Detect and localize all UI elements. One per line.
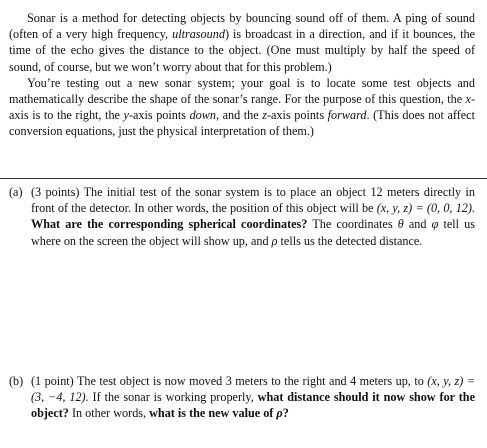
part-a-text: tells us the detected distance.	[277, 233, 423, 248]
question-mark: ?	[282, 406, 289, 421]
part-b-text: If the sonar is working properly,	[88, 390, 258, 405]
part-b-question-2	[149, 406, 289, 420]
part-b-body	[31, 373, 475, 422]
forward-term: forward	[327, 108, 367, 123]
intro-text-span: -axis points	[128, 108, 190, 123]
part-b-coordinates: (x, y, z) = (3, −4, 12).	[31, 374, 475, 405]
question-part-a	[9, 184, 475, 249]
intro-text-span: , and the	[216, 108, 263, 123]
x-variable: x	[465, 92, 471, 107]
part-b-question-text: what is the new value of	[149, 406, 277, 421]
part-b-text: In other words,	[68, 406, 150, 421]
y-variable: y	[123, 108, 129, 123]
part-a-body	[31, 184, 475, 249]
part-a-question: What are the corresponding spherical coordinates?	[31, 217, 308, 232]
part-a-text: The coordinates	[307, 217, 398, 232]
down-term: down	[189, 108, 216, 123]
rho-symbol: ρ	[276, 406, 283, 421]
intro-text	[9, 10, 475, 140]
part-b-question: what distance should it now show for the object?	[31, 390, 475, 421]
intro-text-span: Sonar is a method for detecting objects by bouncing sound off of them. A ping of sound (often of a very high frequency,	[9, 11, 475, 42]
intro-paragraph-2	[9, 75, 475, 140]
part-b-text: (1 point) The test object is now moved 3 meters to the right and 4 meters up, to	[31, 374, 428, 388]
theta-symbol: θ	[397, 217, 404, 232]
part-a-label: (a)	[9, 185, 23, 199]
intro-text-span: . (This does not affect conversion equations, just the physical interpretation of them.)	[9, 108, 475, 139]
intro-text-span: -axis points	[267, 108, 328, 123]
intro-text-span: -axis is to the right, the	[9, 92, 475, 123]
part-a-text: tell us where on the screen the object will show up, and	[31, 217, 476, 248]
part-a-text: and	[403, 217, 432, 232]
intro-text-span: You’re testing out a new sonar system; your goal is to locate some test objects and mathematically describe the shape of the sonar’s range. For the purpose of this question, the	[9, 75, 475, 107]
part-b-label: (b)	[9, 374, 24, 388]
section-divider	[0, 178, 487, 179]
rho-symbol: ρ	[271, 233, 278, 248]
part-a-text: (3 points) The initial test of the sonar system is to place an object 12 meters directly in front of the detector. In other words, the position of this object will be	[31, 185, 475, 216]
phi-symbol: φ	[431, 217, 439, 232]
ultrasound-term: ultrasound	[172, 27, 225, 42]
intro-text-span: ) is broadcast in a direction, and if it bounces, the time of the echo gives the distance to the object. (One must multiply by half the speed of sound, of course, but we won’t worry about that for this problem.)	[9, 27, 475, 74]
intro-paragraph-1	[9, 10, 475, 75]
question-part-b	[9, 373, 475, 422]
part-a-coordinates: (x, y, z) = (0, 0, 12).	[376, 201, 475, 216]
z-variable: z	[262, 108, 267, 123]
